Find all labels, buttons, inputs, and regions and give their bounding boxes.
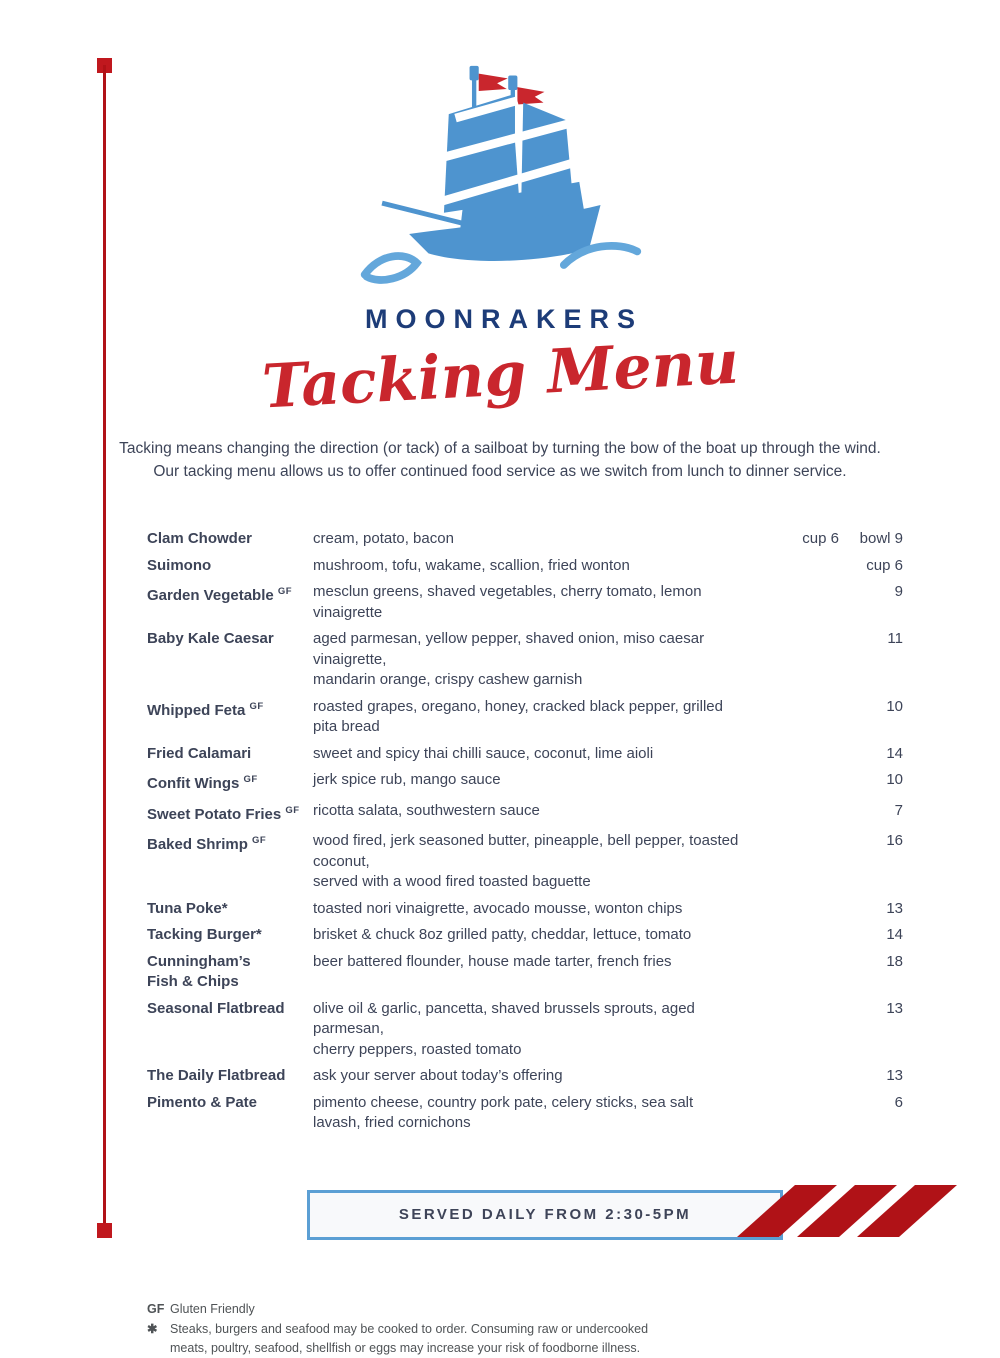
menu-row (147, 1066, 903, 1087)
gluten-friendly-tag: GF (249, 700, 264, 712)
item-price-main: 9 (894, 583, 903, 600)
disclaimer-line-2: meats, poultry, seafood, shellfish or eggs may increase your risk of foodborne illness. (170, 1340, 641, 1355)
item-description: cream, potato, bacon (313, 530, 454, 547)
served-banner (307, 1190, 783, 1240)
item-price-main: 11 (887, 630, 903, 647)
item-price (753, 744, 903, 765)
item-description: aged parmesan, yellow pepper, shaved onion, miso caesar vinaigrette, mandarin orange, crispy cashew garnish (313, 630, 705, 688)
item-name: Pimento & Pate (147, 1093, 258, 1111)
footnote-gf (147, 1300, 767, 1319)
gluten-friendly-tag: GF (252, 835, 267, 846)
diagonal-corner-stripes-icon (720, 1178, 980, 1244)
asterisk-marker: ✱ (147, 1321, 158, 1336)
item-price (753, 556, 903, 577)
menu-row (147, 831, 903, 893)
item-price-main: 14 (886, 926, 903, 943)
item-price (753, 952, 903, 993)
item-name: Sweet Potato Fries $^{GF}$ (147, 804, 300, 823)
item-name: Tuna Poke* (147, 899, 228, 917)
menu-title-script: Tacking Menu (259, 327, 740, 423)
menu-row (147, 899, 903, 920)
item-price (753, 697, 903, 738)
item-description: sweet and spicy thai chilli sauce, coconut, lime aioli (313, 744, 654, 762)
item-description: ask your server about today’s offering (313, 1067, 563, 1084)
item-price (753, 831, 903, 893)
aft-mast-cap (508, 76, 517, 91)
gf-marker: GF (147, 1301, 165, 1316)
menu-row (147, 529, 903, 550)
item-description: mesclun greens, shaved vegetables, cherry tomato, lemon vinaigrette (313, 583, 702, 621)
item-price (753, 529, 903, 550)
item-name: Confit Wings $^{GF}$ (147, 774, 258, 792)
intro-text (0, 437, 1000, 483)
item-price-main: bowl 9 (859, 530, 903, 547)
item-price-main: 7 (894, 801, 903, 819)
item-price (753, 1093, 903, 1134)
item-description: roasted grapes, oregano, honey, cracked black pepper, grilled pita bread (313, 697, 723, 735)
gf-text: Gluten Friendly (170, 1301, 255, 1316)
item-price-cup: cup 6 (802, 530, 839, 547)
brand-name: MOONRAKERS (364, 304, 643, 334)
footnotes (147, 1300, 767, 1358)
item-price-main: 10 (886, 771, 903, 788)
item-price-main: cup 6 (866, 556, 903, 574)
item-price (753, 925, 903, 946)
menu-row (147, 582, 903, 623)
menu-row (147, 999, 903, 1061)
menu-row (147, 925, 903, 946)
item-price (753, 899, 903, 920)
footnote-disclaimer (147, 1320, 767, 1358)
menu-row (147, 697, 903, 738)
item-price-main: 13 (886, 999, 903, 1017)
item-name: Suimono (147, 556, 212, 574)
item-description: beer battered flounder, house made tarter, french fries (313, 952, 672, 970)
item-name: Whipped Feta $^{GF}$ (147, 700, 264, 719)
item-price-main: 18 (886, 952, 903, 970)
item-description: brisket & chuck 8oz grilled patty, cheddar, lettuce, tomato (313, 926, 692, 943)
left-accent-rule (97, 58, 113, 1238)
item-price-main: 6 (894, 1093, 903, 1111)
gluten-friendly-tag: GF (243, 774, 258, 785)
menu-list (147, 529, 903, 1134)
item-description: toasted nori vinaigrette, avocado mousse, wonton chips (313, 899, 683, 917)
item-price (753, 629, 903, 691)
item-price-main: 14 (886, 744, 903, 762)
menu-row (147, 744, 903, 765)
disclaimer-text (170, 1320, 767, 1358)
served-banner-text: SERVED DAILY FROM 2:30-5PM (398, 1206, 692, 1223)
item-price (753, 801, 903, 826)
header (0, 0, 1000, 483)
rule-line (103, 65, 106, 1231)
menu-row (147, 952, 903, 993)
sailboat-logo (355, 58, 645, 296)
item-name: The Daily Flatbread (147, 1067, 286, 1084)
item-name: Baked Shrimp $^{GF}$ (147, 835, 267, 853)
menu-row (147, 629, 903, 691)
item-name: Seasonal Flatbread (147, 999, 285, 1017)
item-price-main: 16 (886, 832, 903, 849)
item-price-main: 13 (886, 899, 903, 917)
item-price (753, 582, 903, 623)
item-description: olive oil & garlic, pancetta, shaved brussels sprouts, aged parmesan, cherry peppers, roasted tomato (313, 999, 695, 1058)
intro-line-1: Tacking means changing the direction (or tack) of a sailboat by turning the bow of the boat up through the wind. (119, 440, 881, 457)
menu-row (147, 801, 903, 826)
item-price-main: 10 (886, 697, 903, 715)
item-price (753, 770, 903, 795)
item-description: jerk spice rub, mango sauce (313, 771, 501, 788)
item-description: ricotta salata, southwestern sauce (313, 801, 540, 819)
item-description: wood fired, jerk seasoned butter, pineapple, bell pepper, toasted coconut, served with a wood fired toasted baguette (313, 832, 739, 890)
item-name: Clam Chowder (147, 530, 253, 547)
item-description: mushroom, tofu, wakame, scallion, fried wonton (313, 556, 630, 574)
item-name: Fried Calamari (147, 744, 252, 762)
disclaimer-line-1: Steaks, burgers and seafood may be cooked to order. Consuming raw or undercooked (170, 1321, 649, 1336)
item-name: Garden Vegetable $^{GF}$ (147, 586, 293, 604)
item-description: pimento cheese, country pork pate, celery sticks, sea salt lavash, fried cornichons (313, 1093, 694, 1131)
gluten-friendly-tag: GF (285, 804, 300, 816)
gluten-friendly-tag: GF (277, 586, 293, 597)
menu-row (147, 770, 903, 795)
item-price (753, 999, 903, 1061)
item-price-main: 13 (886, 1067, 903, 1084)
menu-row (147, 1093, 903, 1134)
item-name: Tacking Burger* (147, 926, 262, 943)
item-name: Baby Kale Caesar (147, 630, 274, 647)
item-price (753, 1066, 903, 1087)
item-name: Cunningham’s Fish & Chips (147, 952, 251, 990)
menu-row (147, 556, 903, 577)
rule-bottom-cap (97, 1223, 112, 1238)
fore-mast-cap (470, 66, 479, 81)
intro-line-2: Our tacking menu allows us to offer continued food service as we switch from lunch to dinner service. (153, 463, 847, 480)
